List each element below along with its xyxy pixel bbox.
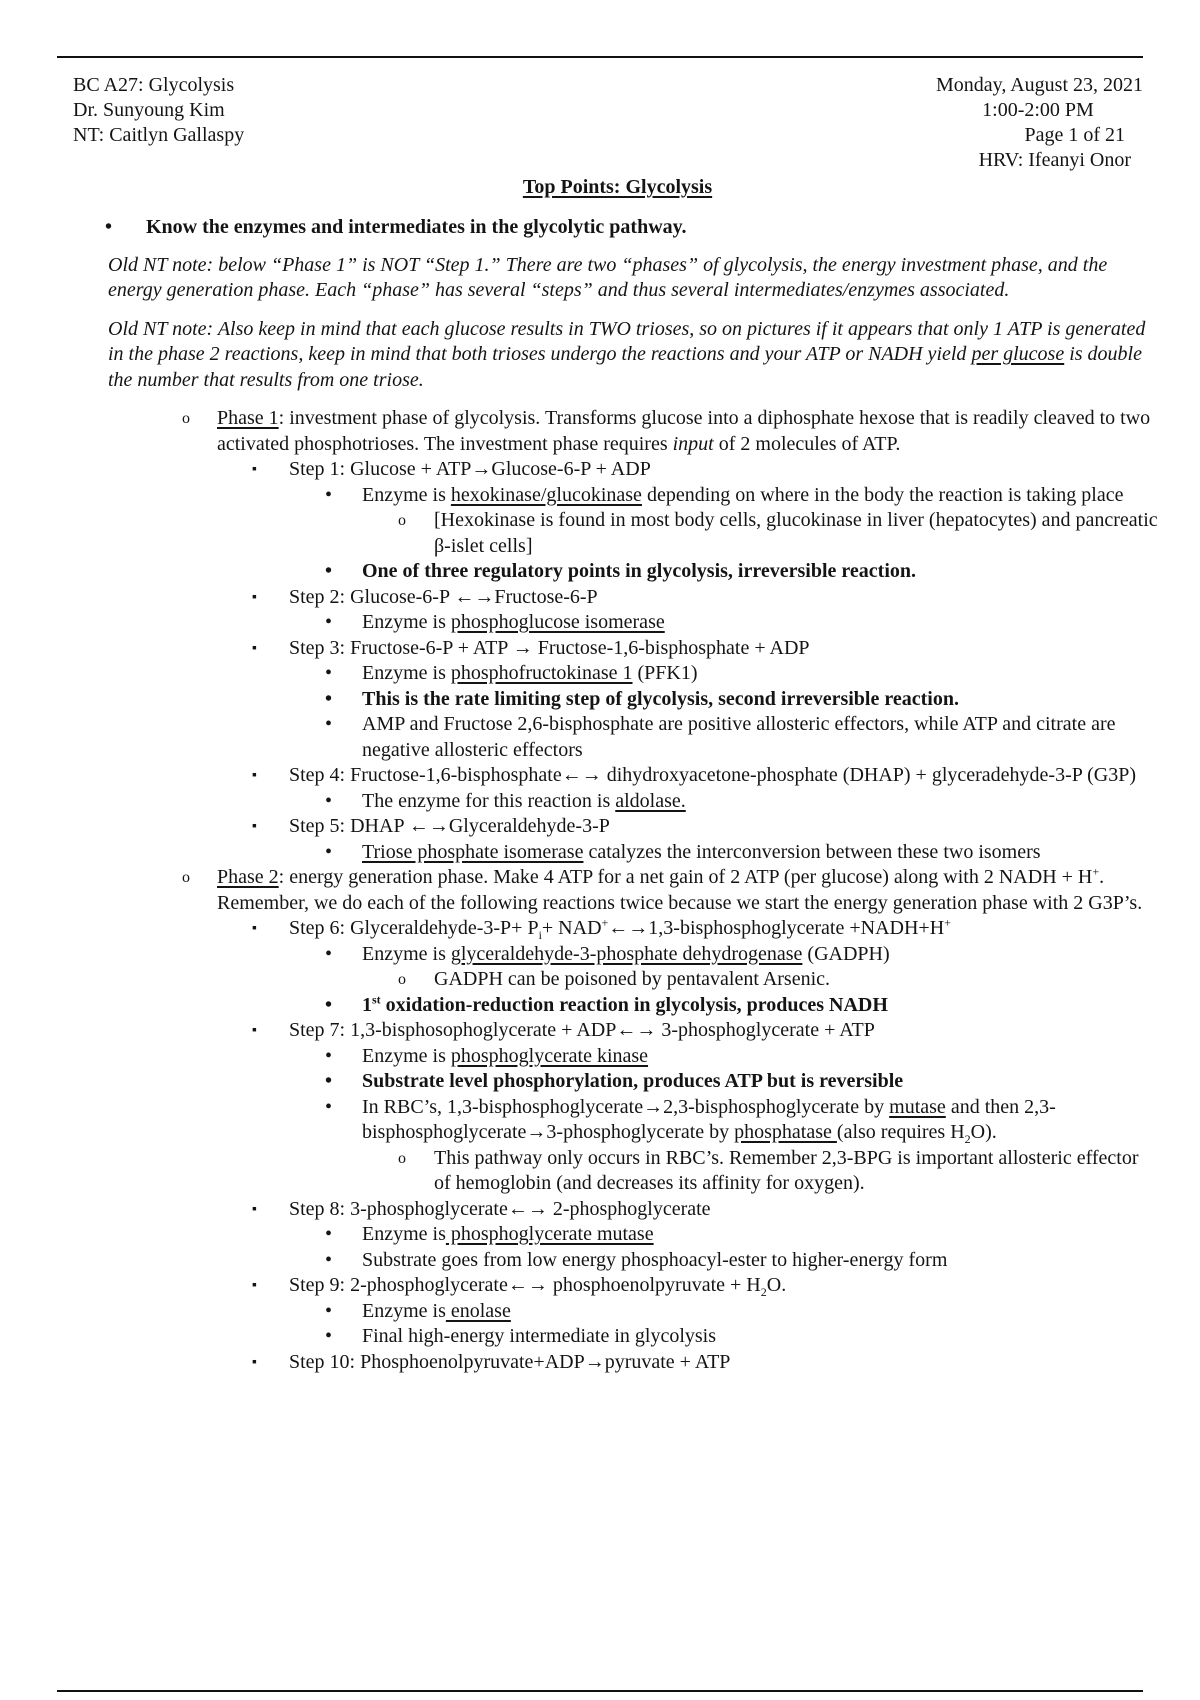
step-4-text: Step 4: Fructose-1,6-bisphosphate←→ dihydroxyacetone-phosphate (DHAP) + glyceradehyde-3-P (G3P) — [289, 764, 1137, 786]
enzyme-name: Triose phosphate isomerase — [362, 840, 584, 863]
phase-2 — [0, 865, 1200, 916]
bullet-marker: • — [325, 1325, 333, 1347]
superscript: + — [601, 915, 609, 930]
key-point-text: oxidation-reduction reaction in glycolysis, produces NADH — [380, 993, 888, 1016]
reviewer-name: HRV: Ifeanyi Onor — [978, 149, 1131, 171]
square-marker: ▪ — [252, 1354, 257, 1370]
step-7-key-point — [0, 1069, 1200, 1095]
note-underlined: per glucose — [971, 343, 1065, 365]
old-nt-note-trioses — [0, 317, 1200, 394]
step-10 — [0, 1350, 1200, 1376]
document-header — [73, 73, 1143, 183]
step-6-subnote — [0, 967, 1200, 993]
step-7-rbc — [0, 1095, 1200, 1146]
step-7-subnote — [0, 1146, 1200, 1197]
step-2-enzyme — [0, 610, 1200, 636]
step-5-text: Step 5: DHAP ←→Glyceraldehyde-3-P — [289, 815, 610, 837]
top-rule — [57, 56, 1143, 58]
notetaker-name: NT: Caitlyn Gallaspy — [73, 124, 245, 146]
step-5-enzyme — [0, 840, 1200, 866]
key-point-text: One of three regulatory points in glycolysis, irreversible reaction. — [362, 560, 917, 582]
enzyme-prefix: Enzyme is — [362, 483, 451, 506]
enzyme-name: phosphoglucose isomerase — [450, 611, 665, 633]
bullet-marker: • — [325, 662, 333, 684]
enzyme-name: aldolase. — [615, 789, 686, 812]
step-1-enzyme — [0, 483, 1200, 509]
subnote-text: This pathway only occurs in RBC’s. Remember 2,3-BPG is important allosteric effector of hemoglobin (and decreases its affinity for oxygen). — [434, 1146, 1139, 1194]
square-marker: ▪ — [252, 589, 257, 605]
enzyme-prefix: Enzyme is — [362, 662, 451, 684]
step-8-text: Step 8: 3-phosphoglycerate←→ 2-phosphoglycerate — [289, 1197, 711, 1220]
circle-marker: o — [182, 869, 190, 886]
subscript: 2 — [964, 1132, 971, 1146]
bullet-marker: • — [325, 942, 333, 965]
square-marker: ▪ — [252, 640, 257, 656]
square-marker: ▪ — [252, 1278, 257, 1293]
note-text: is double the number that results from one triose. — [108, 343, 1142, 391]
subscript: 2 — [760, 1285, 767, 1299]
square-marker: ▪ — [252, 819, 257, 834]
step-4-enzyme — [0, 789, 1200, 815]
step-3-key-point — [0, 687, 1200, 713]
bullet-marker: • — [325, 993, 333, 1016]
square-marker: ▪ — [252, 462, 257, 477]
rbc-text: O). — [970, 1121, 997, 1143]
enzyme-name: enolase — [445, 1299, 511, 1322]
enzyme-name: phosphoglycerate kinase — [450, 1044, 649, 1067]
rbc-text: In RBC’s, 1,3-bisphosphoglycerate→2,3-bisphosphoglycerate by — [362, 1095, 890, 1118]
subnote-text: [Hexokinase is found in most body cells, glucokinase in liver (hepatocytes) and pancreatic β-islet cells] — [434, 509, 1158, 557]
bullet-marker: • — [325, 483, 333, 506]
phase-2-text: : energy generation phase. Make 4 ATP for a net gain of 2 ATP (per glucose) along with 2 NADH + H — [278, 866, 1093, 888]
step-8-substrate — [0, 1248, 1200, 1274]
step-6 — [0, 916, 1200, 942]
step-1 — [0, 457, 1200, 483]
superscript: + — [1092, 864, 1100, 879]
bullet-marker: • — [325, 560, 333, 582]
phase-1-text: : investment phase of glycolysis. Transforms glucose into a diphosphate hexose that is readily cleaved to two activated phosphotrioses. The investment phase requires — [217, 407, 1151, 455]
key-point-text: 1 — [362, 993, 372, 1016]
step-1-text: Step 1: Glucose + ATP→Glucose-6-P + ADP — [289, 458, 651, 480]
phase-2-label: Phase 2 — [217, 866, 279, 888]
step-8-enzyme — [0, 1222, 1200, 1248]
enzyme-name: phosphoglycerate mutase — [445, 1223, 654, 1245]
lecture-date: Monday, August 23, 2021 — [935, 74, 1143, 96]
lecture-time: 1:00-2:00 PM — [982, 99, 1094, 121]
circle-marker: o — [398, 1149, 406, 1167]
superscript: + — [944, 915, 951, 930]
phase-1-text: of 2 molecules of ATP. — [713, 432, 901, 455]
bullet-marker: • — [325, 1248, 333, 1271]
enzyme-name: hexokinase/glucokinase — [450, 483, 642, 506]
enzyme-name: phosphofructokinase 1 — [450, 662, 633, 684]
subscript: i — [538, 928, 542, 942]
enzyme-name: glyceraldehyde-3-phosphate dehydrogenase — [450, 942, 803, 965]
rbc-enzyme-phosphatase: phosphatase — [734, 1121, 837, 1143]
enzyme-prefix: Enzyme is — [362, 611, 451, 633]
step-1-subnote — [0, 508, 1200, 559]
bullet-marker: • — [325, 713, 333, 735]
enzyme-suffix: depending on where in the body the reaction is taking place — [641, 483, 1124, 506]
bullet-marker: • — [325, 1223, 333, 1245]
effectors-text: AMP and Fructose 2,6-bisphosphate are positive allosteric effectors, while ATP and citrate are negative allosteric effectors — [362, 713, 1116, 761]
phase-2-text: . Remember, we do each of the following reactions twice because we start the energy generation phase with 2 G3P’s. — [217, 866, 1143, 914]
step-9-text: Step 9: 2-phosphoglycerate←→ phosphoenolpyruvate + H — [289, 1274, 761, 1296]
bullet-marker: • — [325, 611, 333, 633]
square-marker: ▪ — [252, 1201, 257, 1217]
final-text: Final high-energy intermediate in glycolysis — [362, 1325, 717, 1347]
step-7 — [0, 1018, 1200, 1044]
bullet-marker: • — [325, 1070, 333, 1092]
bullet-marker: • — [325, 1095, 333, 1118]
course-title: BC A27: Glycolysis — [73, 74, 235, 96]
key-point-text: Substrate level phosphorylation, produces ATP but is reversible — [362, 1070, 904, 1092]
bottom-rule — [57, 1690, 1143, 1692]
enzyme-suffix: (PFK1) — [632, 662, 698, 684]
step-3-text: Step 3: Fructose-6-P + ATP → Fructose-1,6-bisphosphate + ADP — [289, 636, 810, 659]
step-6-text: Step 6: Glyceraldehyde-3-P+ P — [289, 917, 539, 939]
circle-marker: o — [398, 512, 406, 529]
step-6-text: + NAD — [541, 917, 602, 939]
bullet-marker: • — [325, 1044, 333, 1067]
header-left — [73, 73, 244, 148]
page-title: Top Points: Glycolysis — [522, 176, 713, 198]
step-6-enzyme — [0, 942, 1200, 968]
enzyme-suffix: (GADPH) — [802, 942, 890, 965]
square-marker: ▪ — [252, 768, 257, 783]
step-7-enzyme — [0, 1044, 1200, 1070]
phase-1-label: Phase 1 — [217, 407, 279, 429]
bullet-marker: • — [325, 789, 333, 812]
top-point — [0, 215, 1200, 241]
step-9-enzyme — [0, 1299, 1200, 1325]
step-10-text: Step 10: Phosphoenolpyruvate+ADP→pyruvate + ATP — [289, 1350, 731, 1373]
step-5 — [0, 814, 1200, 840]
step-8 — [0, 1197, 1200, 1223]
rbc-text: (also requires H — [836, 1121, 965, 1143]
superscript: st — [372, 991, 381, 1006]
old-nt-note-phases: Old NT note: below “Phase 1” is NOT “Step 1.” There are two “phases” of glycolysis, the energy investment phase, and the energy generation phase. Each “phase” has several “steps” and thus several intermediates/enzymes associated. — [108, 253, 1108, 301]
bullet-marker: • — [325, 687, 333, 710]
subnote-text: GADPH can be poisoned by pentavalent Arsenic. — [434, 968, 831, 990]
step-6-key-point — [0, 993, 1200, 1019]
step-2 — [0, 585, 1200, 611]
step-7-text: Step 7: 1,3-bisphosophoglycerate + ADP←→ 3-phosphoglycerate + ATP — [289, 1019, 875, 1041]
square-marker: ▪ — [252, 1023, 257, 1038]
step-4 — [0, 763, 1200, 789]
step-9-text: O. — [766, 1274, 787, 1296]
enzyme-suffix: catalyzes the interconversion between these two isomers — [583, 840, 1041, 863]
bullet-marker: • — [325, 1299, 333, 1322]
step-3 — [0, 636, 1200, 662]
enzyme-prefix: Enzyme is — [362, 1223, 446, 1245]
step-2-text: Step 2: Glucose-6-P ←→Fructose-6-P — [289, 585, 598, 608]
step-3-effectors — [0, 712, 1200, 763]
enzyme-prefix: The enzyme for this reaction is — [362, 789, 616, 812]
key-point-text: This is the rate limiting step of glycolysis, second irreversible reaction. — [362, 687, 959, 710]
step-3-enzyme — [0, 661, 1200, 687]
step-9 — [0, 1273, 1200, 1299]
phase-1 — [0, 406, 1200, 457]
bullet-marker: • — [105, 216, 113, 238]
document-body — [0, 215, 1200, 1375]
rbc-enzyme-mutase: mutase — [889, 1095, 946, 1118]
header-right — [863, 73, 1143, 173]
phase-1-emphasis: input — [672, 432, 714, 455]
page-number: Page 1 of 21 — [1024, 124, 1125, 146]
top-point-text: Know the enzymes and intermediates in the glycolytic pathway. — [146, 216, 687, 238]
step-6-text: ←→1,3-bisphosphoglycerate +NADH+H — [608, 917, 945, 939]
circle-marker: o — [398, 971, 406, 988]
enzyme-prefix: Enzyme is — [362, 1044, 451, 1067]
enzyme-prefix: Enzyme is — [362, 1299, 446, 1322]
square-marker: ▪ — [252, 921, 257, 936]
step-9-final — [0, 1324, 1200, 1350]
note-text: Old NT note: Also keep in mind that each glucose results in TWO trioses, so on pictures if it appears that only 1 ATP is generated in the phase 2 reactions, keep in mind that both trioses undergo the reactions and your ATP or NADH yield — [108, 317, 1146, 365]
step-1-key-point — [0, 559, 1200, 585]
circle-marker: o — [182, 410, 190, 427]
substrate-text: Substrate goes from low energy phosphoacyl-ester to higher-energy form — [362, 1248, 948, 1271]
lecturer-name: Dr. Sunyoung Kim — [73, 99, 225, 121]
bullet-marker: • — [325, 840, 333, 863]
enzyme-prefix: Enzyme is — [362, 942, 451, 965]
rbc-text: and then 2,3-bisphosphoglycerate→3-phosphoglycerate by — [362, 1095, 1056, 1143]
